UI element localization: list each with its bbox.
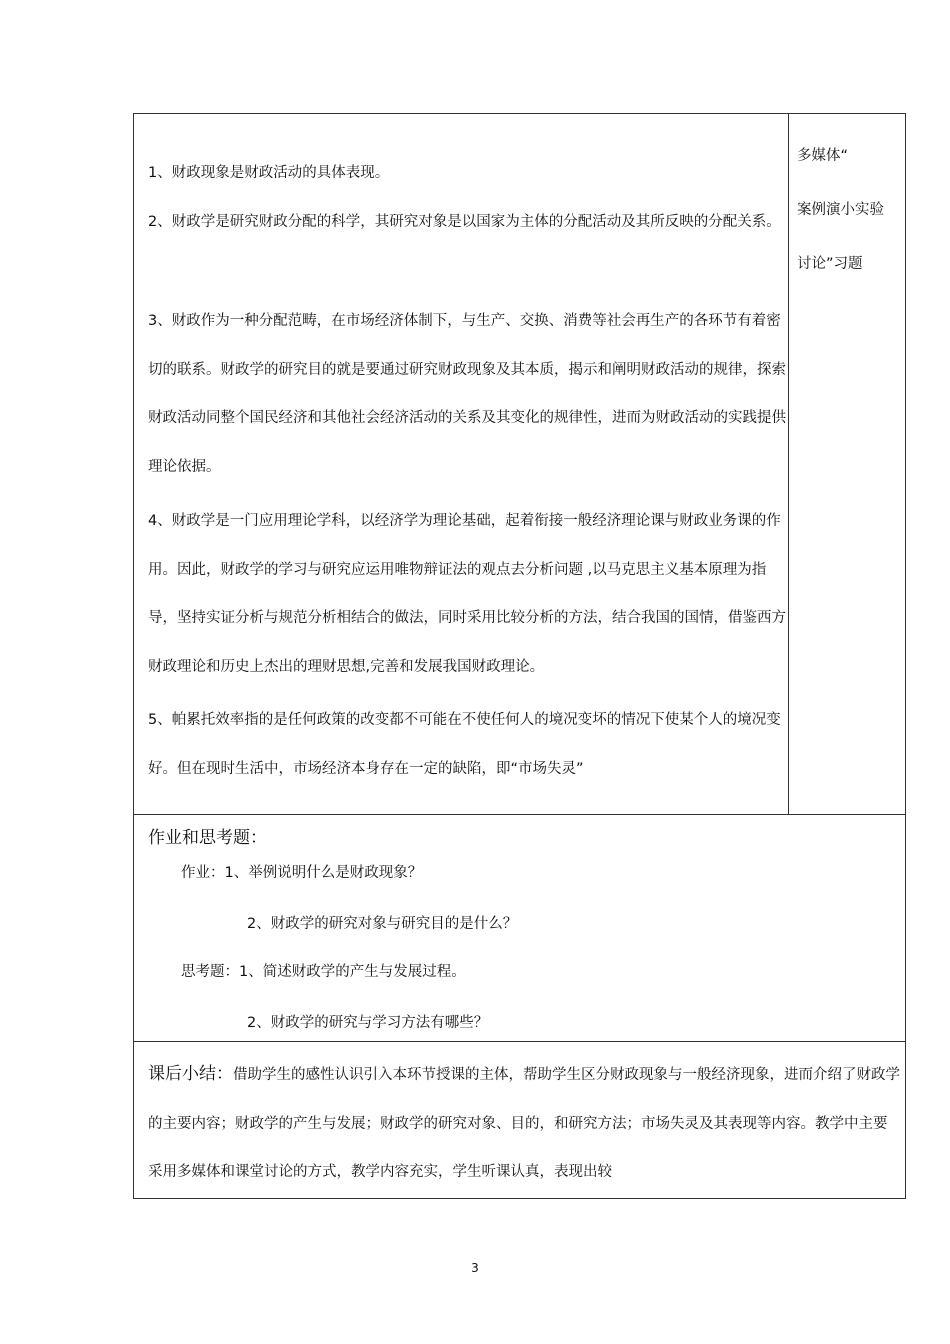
content-paragraph-3: 3、财政作为一种分配范畴，在市场经济体制下，与生产、交换、消费等社会再生产的各环节有着密切的联系。财政学的研究目的就是要通过研究财政现象及其本质，揭示和阐明财政活动的规律，探索财政活动同整个国民经济和其他社会经济活动的关系及其变化的规律性，进而为财政活动的实践提供理论依据。 bbox=[148, 313, 786, 475]
content-paragraph-5: 5、帕累托效率指的是任何政策的改变都不可能在不使任何人的境况变坏的情况下使某个人的境况变好。但在现时生活中，市场经济本身存在一定的缺陷，即“市场失灵” bbox=[148, 712, 781, 777]
lesson-table bbox=[133, 113, 906, 1199]
teaching-method-line-2: 案例演小实验 bbox=[797, 202, 884, 218]
summary-text: 借助学生的感性认识引入本环节授课的主体，帮助学生区分财政现象与一般经济现象，进而介绍了财政学的主要内容；财政学的产生与发展；财政学的研究对象、目的，和研究方法；市场失灵及其表现等内容。教学中主要采用多媒体和课堂讨论的方式，教学内容充实，学生听课认真，表现出较 bbox=[148, 1067, 900, 1180]
thinking-question-1: 思考题：1、简述财政学的产生与发展过程。 bbox=[181, 964, 466, 980]
content-paragraph-4: 4、财政学是一门应用理论学科，以经济学为理论基础，起着衔接一般经济理论课与财政业务课的作用。因此，财政学的学习与研究应运用唯物辩证法的观点去分析问题 ,以马克思主义基本原理为指导，坚持实证分析与规范分析相结合的做法，同时采用比较分析的方法，结合我国的国情，借鉴西方财政理论和历史上杰出的理财思想,完善和发展我国财政理论。 bbox=[148, 513, 786, 675]
homework-row bbox=[134, 815, 905, 1042]
content-paragraph-1: 1、财政现象是财政活动的具体表现。 bbox=[148, 165, 390, 181]
homework-question-1: 作业：1、举例说明什么是财政现象？ bbox=[181, 865, 423, 881]
teaching-method-line-3: 讨论”习题 bbox=[797, 256, 863, 272]
page-number: 3 bbox=[471, 1261, 479, 1275]
summary-label: 课后小结： bbox=[148, 1064, 233, 1084]
teaching-method-cell bbox=[789, 114, 905, 814]
summary-row bbox=[134, 1042, 905, 1198]
content-row bbox=[134, 114, 905, 815]
thinking-question-2: 2、财政学的研究与学习方法有哪些？ bbox=[247, 1015, 489, 1031]
content-paragraph-2: 2、财政学是研究财政分配的科学，其研究对象是以国家为主体的分配活动及其所反映的分配关系。 bbox=[148, 214, 781, 230]
summary-paragraph bbox=[148, 1050, 900, 1197]
homework-title: 作业和思考题： bbox=[148, 828, 267, 848]
homework-question-2: 2、财政学的研究对象与研究目的是什么？ bbox=[247, 916, 518, 932]
teaching-method-line-1: 多媒体“ bbox=[797, 148, 849, 164]
content-main-cell bbox=[134, 114, 789, 814]
